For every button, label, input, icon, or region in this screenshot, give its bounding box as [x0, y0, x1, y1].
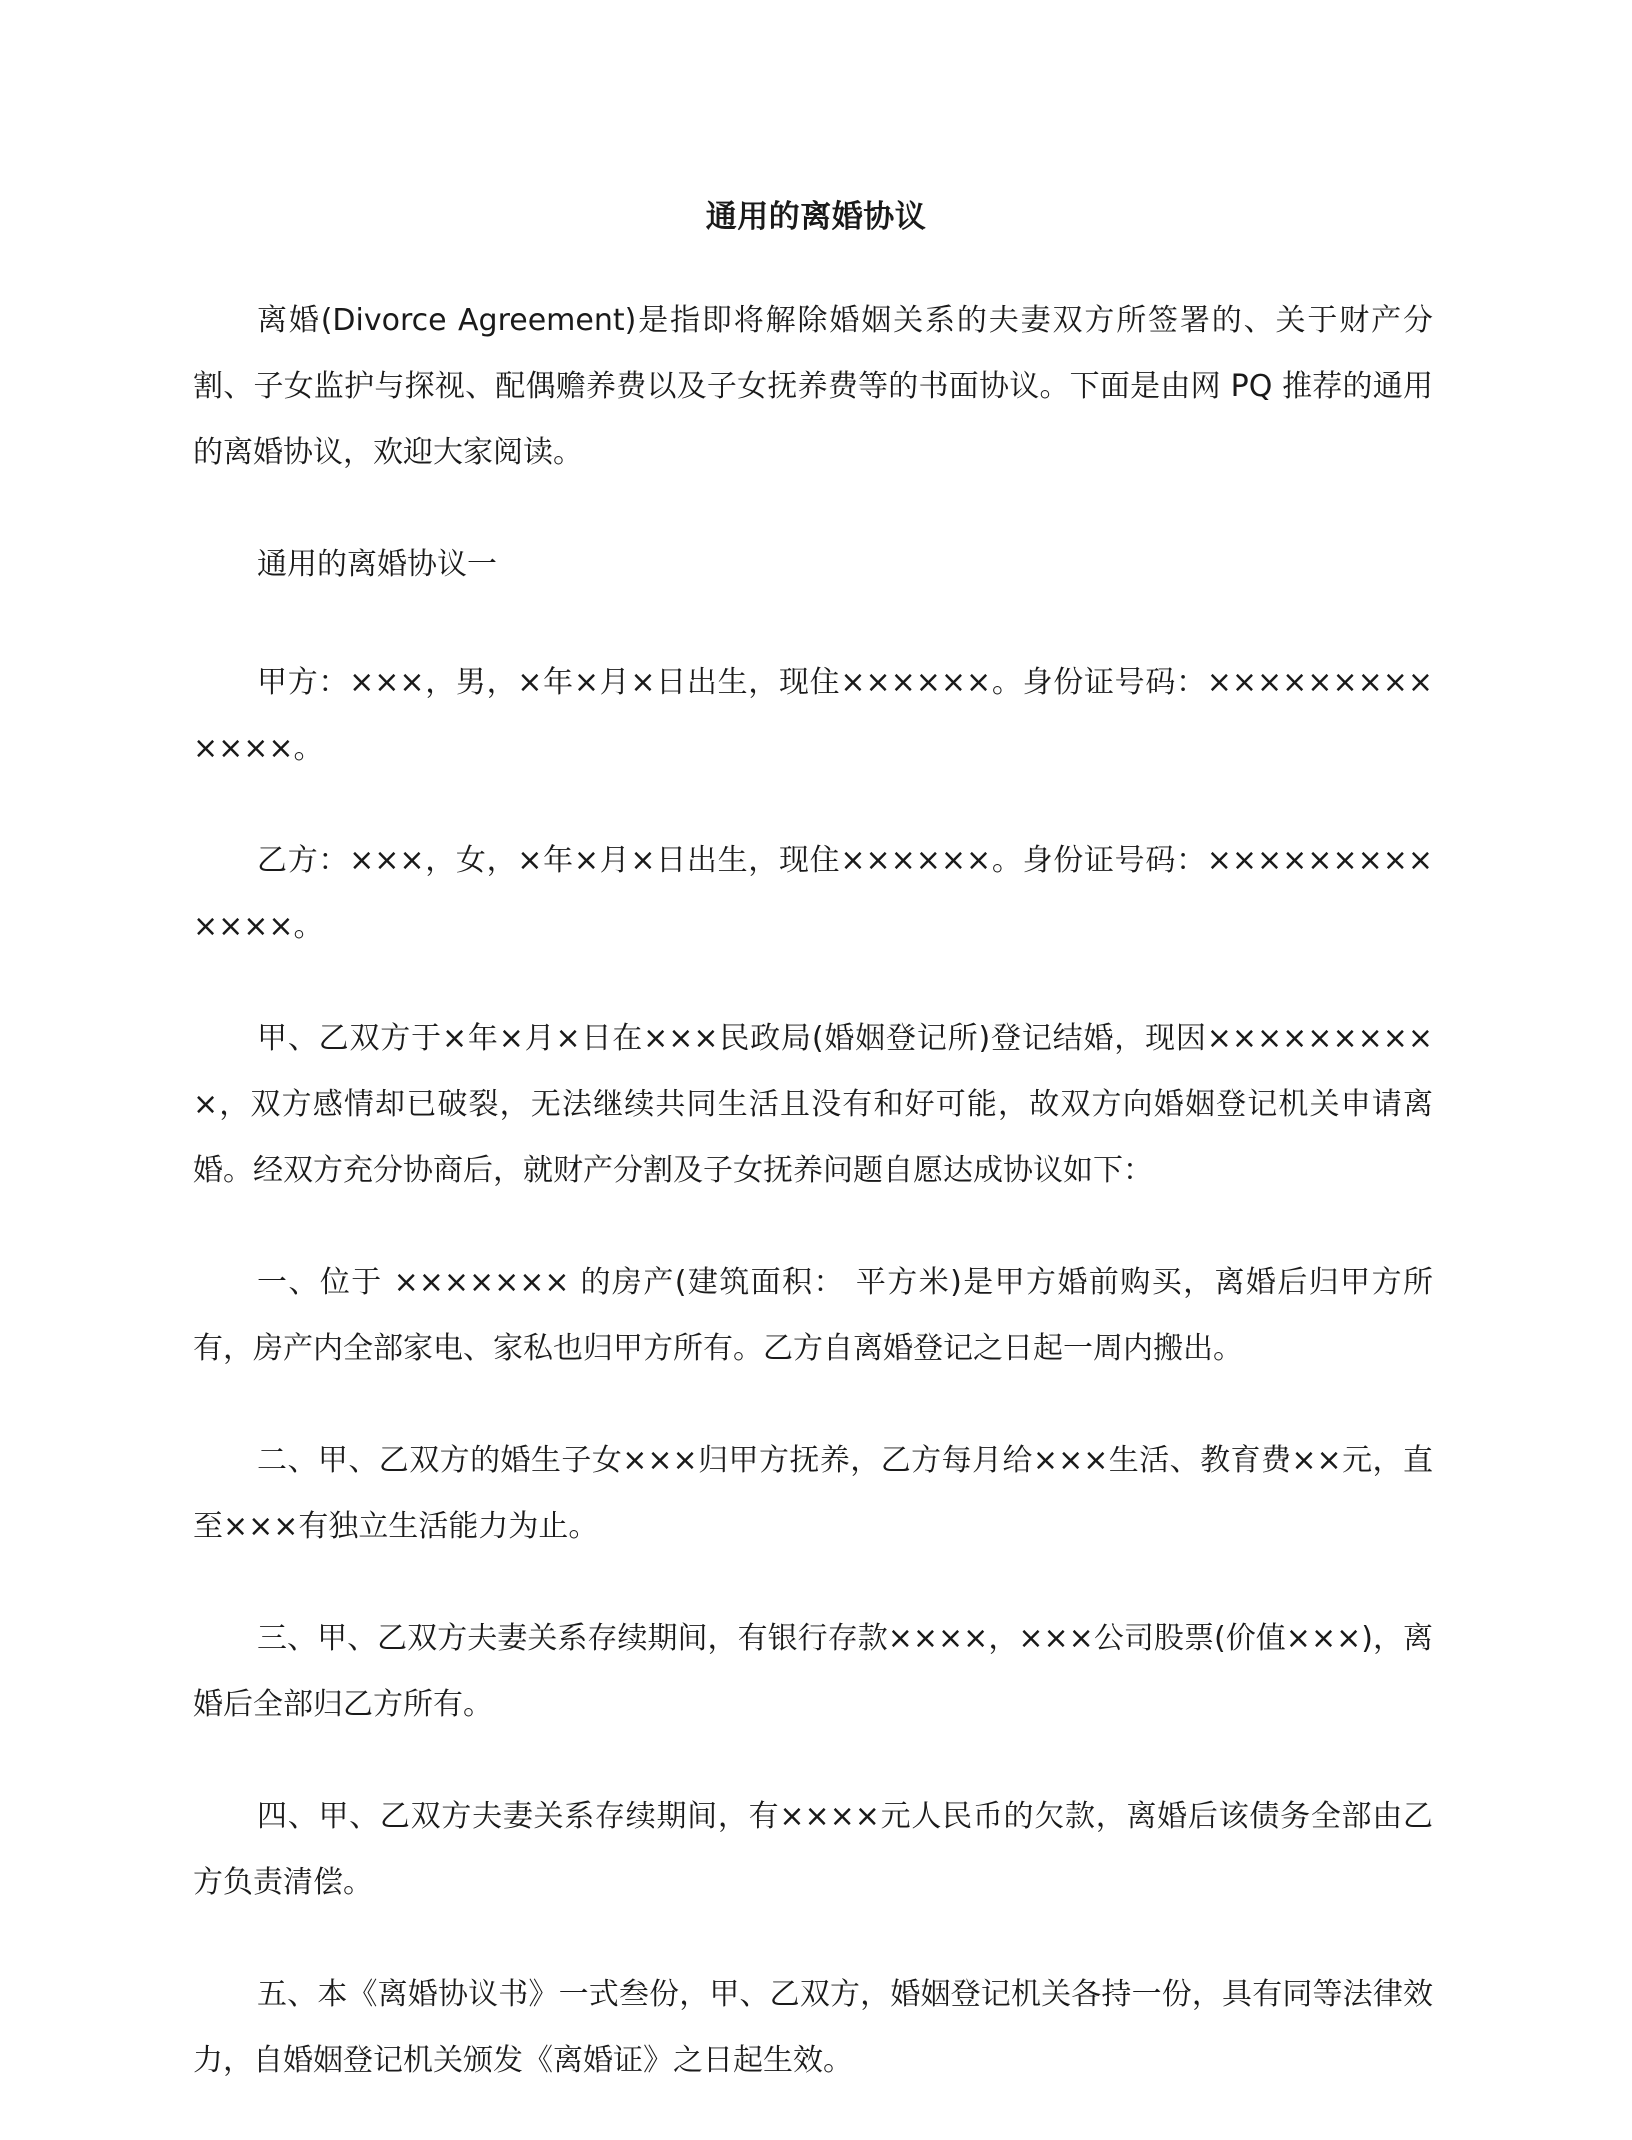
intro-paragraph: 离婚(Divorce Agreement)是指即将解除婚姻关系的夫妻双方所签署的、关于财产分割、子女监护与探视、配偶赡养费以及子女抚养费等的书面协议。下面是由网 PQ 推荐的通用的离婚协议，欢迎大家阅读。	[193, 303, 1433, 470]
document-body	[193, 288, 1433, 2140]
clause-4-paragraph: 四、甲、乙双方夫妻关系存续期间，有××××元人民币的欠款，离婚后该债务全部由乙方负责清偿。	[193, 1799, 1433, 1900]
section-heading: 通用的离婚协议一	[257, 547, 497, 582]
marriage-statement-paragraph: 甲、乙双方于×年×月×日在×××民政局(婚姻登记所)登记结婚，现因××××××××××，双方感情却已破裂，无法继续共同生活且没有和好可能，故双方向婚姻登记机关申请离婚。经双方充分协商后，就财产分割及子女抚养问题自愿达成协议如下：	[193, 1021, 1433, 1188]
party-b-paragraph: 乙方：×××，女，×年×月×日出生，现住××××××。身份证号码：×××××××××××××。	[193, 843, 1433, 944]
clause-2-paragraph: 二、甲、乙双方的婚生子女×××归甲方抚养，乙方每月给×××生活、教育费××元，直至×××有独立生活能力为止。	[193, 1443, 1433, 1544]
party-a-paragraph: 甲方：×××，男，×年×月×日出生，现住××××××。身份证号码：×××××××××××××。	[193, 665, 1433, 766]
document-title: 通用的离婚协议	[705, 199, 927, 235]
clause-5-paragraph: 五、本《离婚协议书》一式叁份，甲、乙双方，婚姻登记机关各持一份，具有同等法律效力，自婚姻登记机关颁发《离婚证》之日起生效。	[193, 1977, 1433, 2078]
clause-1-paragraph: 一、位于 ××××××× 的房产(建筑面积： 平方米)是甲方婚前购买，离婚后归甲方所有，房产内全部家电、家私也归甲方所有。乙方自离婚登记之日起一周内搬出。	[193, 1265, 1433, 1366]
clause-3-paragraph: 三、甲、乙双方夫妻关系存续期间，有银行存款××××，×××公司股票(价值×××)，离婚后全部归乙方所有。	[193, 1621, 1433, 1722]
